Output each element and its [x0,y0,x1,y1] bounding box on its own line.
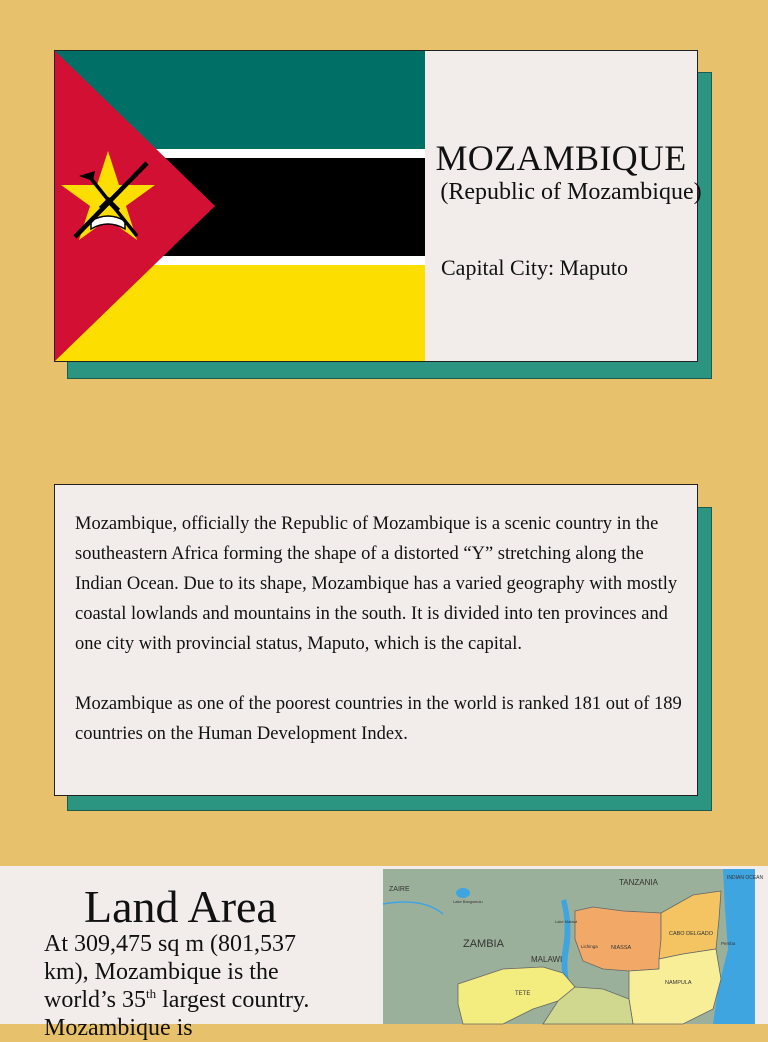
map-label-zaire: ZAIRE [389,886,410,893]
description-card [54,484,698,796]
country-title: MOZAMBIQUE [435,138,687,178]
title-card [54,50,702,362]
map-label-cabo-delgado: CABO DELGADO [669,931,714,937]
description-paragraph-2: Mozambique as one of the poorest countries in the world is ranked 181 out of 189 countries on the Human Development Index. [75,694,682,744]
map-label-malawi: MALAWI [531,955,563,964]
land-area-ordinal: th [146,986,157,1001]
land-area-text-rest: largest country. Mozambique is [44,987,310,1041]
land-area-text [44,930,334,1042]
description-text [75,509,683,749]
land-area-text-main: At 309,475 sq m (801,537 km), Mozambique is the world’s 35 [44,931,296,1013]
map-label-niassa: NIASSA [611,945,632,951]
capital-city: Capital City: Maputo [441,255,628,280]
map-label-lake-malawi: Lake Malawi [555,919,578,924]
map-label-tete: TETE [515,991,531,997]
map-label-lichinga: Lichinga [581,944,598,949]
map-label-pemba: Pemba [721,941,736,946]
lake-bangweulu-water [456,888,470,898]
map-label-lake-bangweulu: Lake Bangweulu [453,899,483,904]
map-label-nampula: NAMPULA [665,980,692,986]
description-paragraph-1: Mozambique, officially the Republic of Mozambique is a scenic country in the southeastern Africa forming the shape of a distorted “Y” stretching along the Indian Ocean. Due to its shape, Mozambique has a varied geography with mostly coastal lowlands and mountains in the south. It is divided into ten provinces and one city with provincial status, Maputo, which is the capital. [75,514,678,654]
map-label-indian-ocean: INDIAN OCEAN [727,875,764,881]
niassa-province [575,907,661,971]
mozambique-map [383,869,764,1024]
map-label-tanzania: TANZANIA [619,878,658,887]
official-name: (Republic of Mozambique) [440,179,702,205]
mozambique-flag [55,51,425,361]
map-label-zambia: ZAMBIA [463,938,504,950]
land-area-title: Land Area [84,881,277,932]
